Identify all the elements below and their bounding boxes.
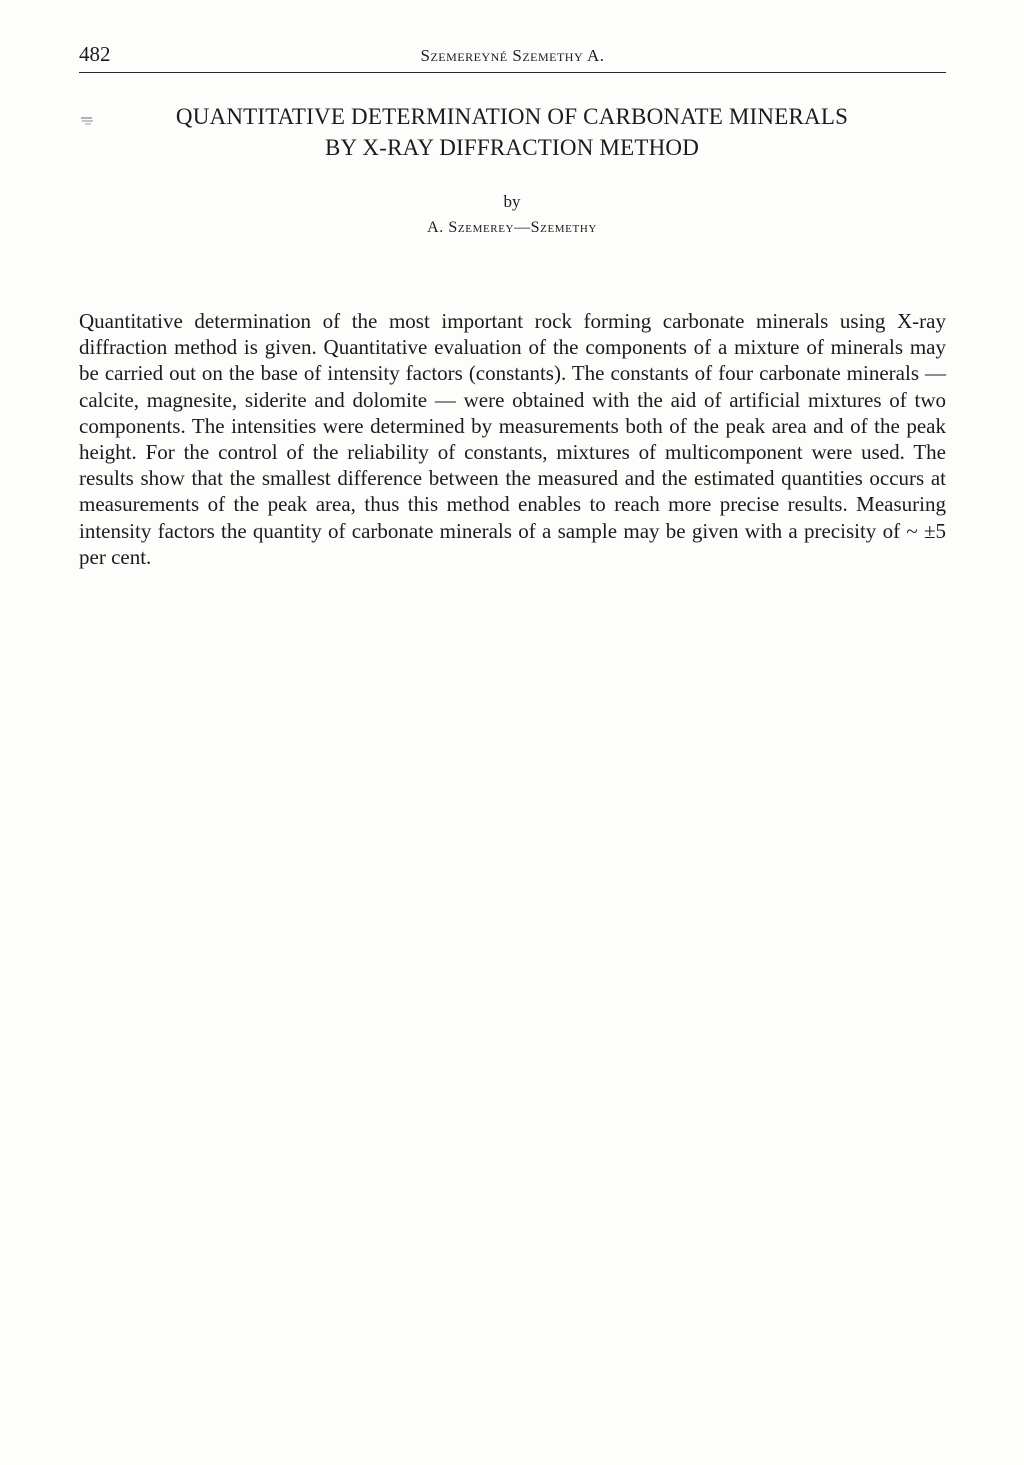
scan-mark-icon (80, 112, 94, 128)
page-number: 482 (79, 42, 111, 66)
article-title-line-1: QUANTITATIVE DETERMINATION OF CARBONATE MINERALS (175, 104, 849, 129)
article-title (100, 101, 924, 163)
article-author: A. Szemerey—Szemethy (427, 219, 597, 236)
article-title-line-2: BY X-RAY DIFFRACTION METHOD (324, 135, 700, 160)
running-header (79, 38, 946, 73)
abstract-paragraph: Quantitative determination of the most important rock forming carbonate minerals using X-ray diffraction method is given. Quantitative evaluation of the components of a mixture of minerals may be carried out on the base of intensity factors (constants). The constants of four carbonate minerals — calcite, magnesite, siderite and dolomite — were obtained with the aid of artificial mixtures of two components. The intensities were determined by measurements both of the peak area and of the peak height. For the control of the reliability of constants, mixtures of multicomponent were used. The results show that the smallest difference between the measured and the estimated quantities occurs at measurements of the peak area, thus this method enables to reach more precise results. Measuring intensity factors the quantity of carbonate minerals of a sample may be given with a precisity of ~ ±5 per cent. (79, 309, 946, 569)
running-author: Szemereyné Szemethy A. (420, 46, 605, 65)
byline-by: by (503, 192, 521, 211)
